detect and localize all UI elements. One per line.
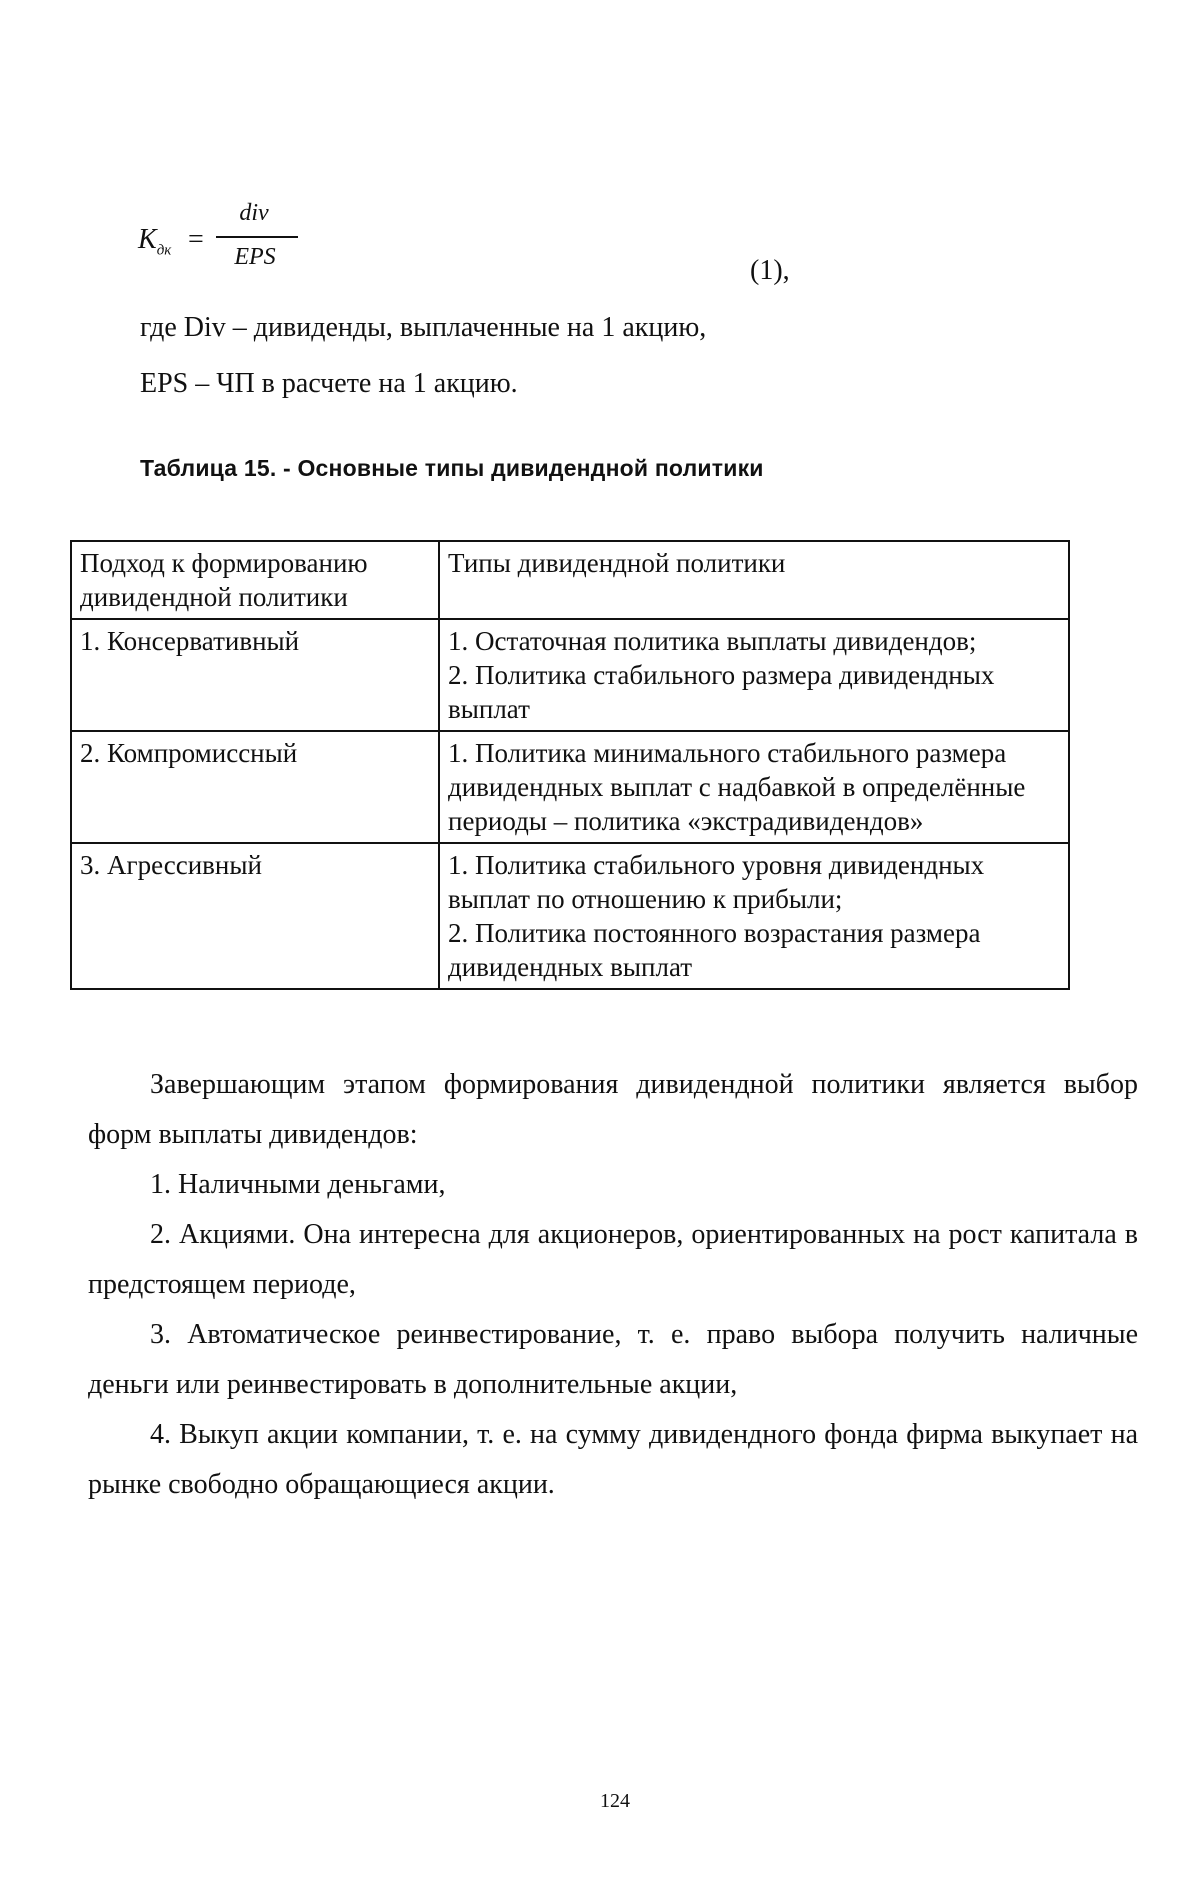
body-text xyxy=(88,1060,1138,1510)
list-item: 4. Выкуп акции компании, т. е. на сумму дивидендного фонда фирма выкупает на рынке свободно обращающиеся акции. xyxy=(88,1419,1138,1500)
formula-lhs-subscript: дк xyxy=(156,242,172,259)
type-item: 2. Политика стабильного размера дивидендных выплат xyxy=(448,660,995,724)
fraction-bar xyxy=(216,236,298,238)
list-item: 1. Наличными деньгами, xyxy=(150,1169,446,1200)
formula-denominator: EPS xyxy=(234,244,276,270)
types-cell xyxy=(439,731,1069,843)
table-row xyxy=(71,843,1069,989)
type-item: 1. Политика минимального стабильного размера дивидендных выплат с надбавкой в определённые периоды – политика «экстрадивидендов» xyxy=(448,738,1026,836)
list-item: 2. Акциями. Она интересна для акционеров, ориентированных на рост капитала в предстоящем периоде, xyxy=(88,1219,1138,1300)
formula-lhs: $K_{дк}$ xyxy=(138,224,172,259)
formula-number: (1), xyxy=(750,255,790,286)
header-types: Типы дивидендной политики xyxy=(439,541,1069,619)
definition-div: где Div – дивиденды, выплаченные на 1 акцию, xyxy=(140,312,707,343)
paragraph-intro: Завершающим этапом формирования дивидендной политики является выбор форм выплаты дивидендов: xyxy=(88,1069,1138,1150)
types-cell xyxy=(439,843,1069,989)
formula-equals: = xyxy=(188,224,204,255)
dividend-policy-table xyxy=(70,540,1070,990)
table-header-row xyxy=(71,541,1069,619)
header-approach: Подход к формированию дивидендной политики xyxy=(71,541,439,619)
approach-cell: 3. Агрессивный xyxy=(71,843,439,989)
approach-cell: 1. Консервативный xyxy=(71,619,439,731)
table-row xyxy=(71,731,1069,843)
formula-numerator: div xyxy=(239,200,269,226)
definition-eps: EPS – ЧП в расчете на 1 акцию. xyxy=(140,368,518,399)
table-caption: Таблица 15. - Основные типы дивидендной политики xyxy=(140,455,764,481)
type-item: 2. Политика постоянного возрастания размера дивидендных выплат xyxy=(448,918,981,982)
type-item: 1. Политика стабильного уровня дивидендных выплат по отношению к прибыли; xyxy=(448,850,985,914)
approach-cell: 2. Компромиссный xyxy=(71,731,439,843)
list-item: 3. Автоматическое реинвестирование, т. е. право выбора получить наличные деньги или реинвестировать в дополнительные акции, xyxy=(88,1319,1138,1400)
page-number: 124 xyxy=(600,1790,630,1812)
table-row xyxy=(71,619,1069,731)
formula-definitions xyxy=(140,300,706,412)
types-cell xyxy=(439,619,1069,731)
type-item: 1. Остаточная политика выплаты дивидендов; xyxy=(448,626,977,656)
